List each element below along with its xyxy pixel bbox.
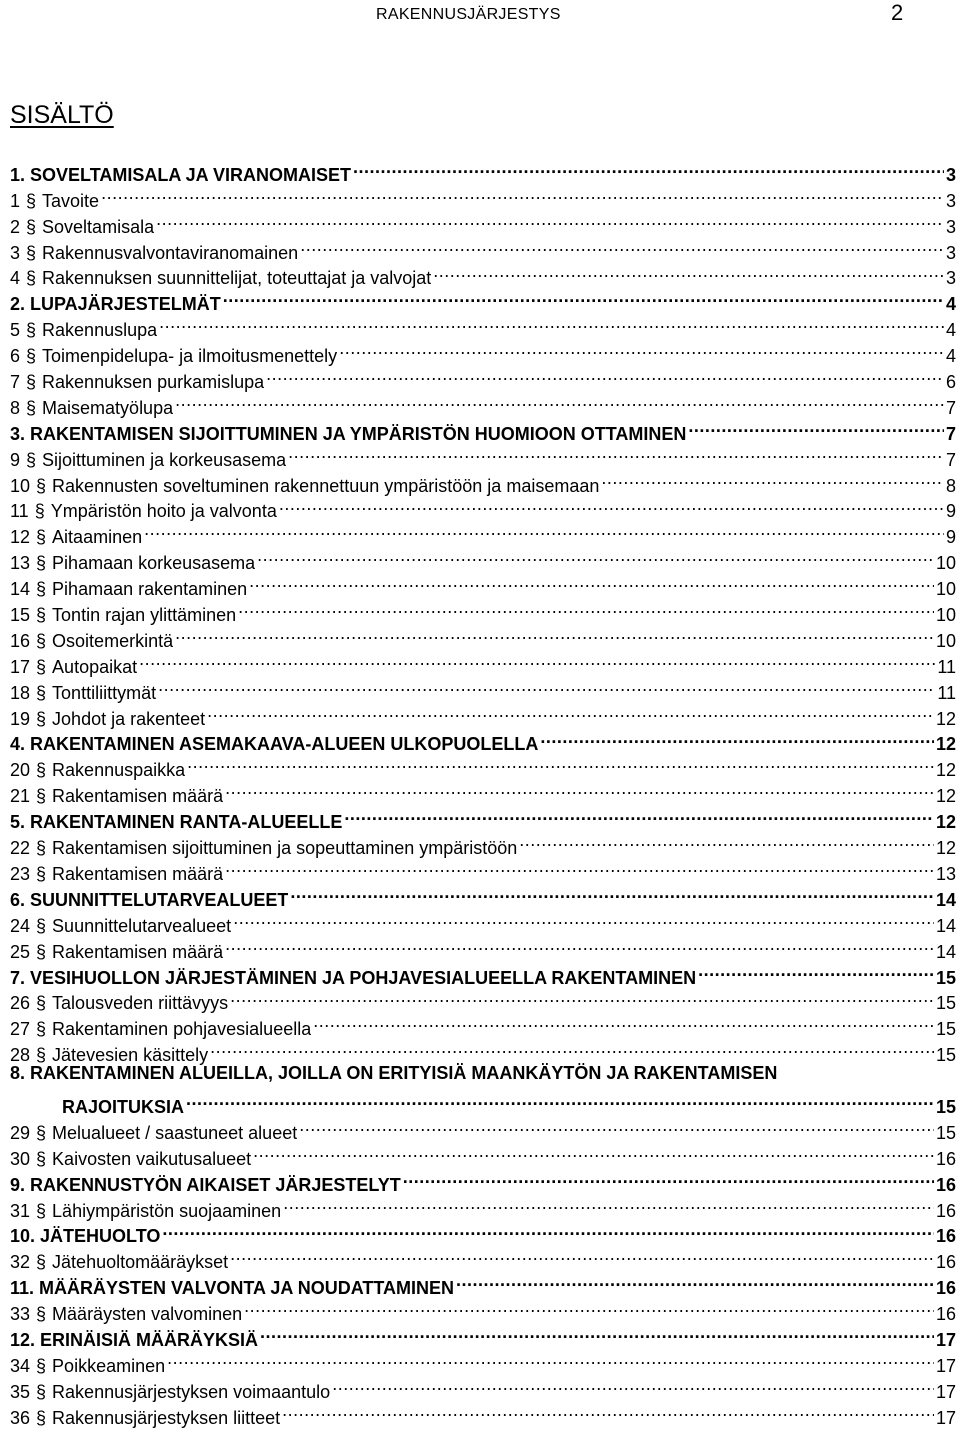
- paragraph-number: 30: [10, 1148, 31, 1169]
- toc-paragraph-entry[interactable]: [10, 543, 956, 574]
- toc-page-number: 15: [935, 1122, 956, 1143]
- paragraph-title: Autopaikat: [52, 656, 138, 677]
- toc-page-number: 3: [945, 268, 956, 289]
- dot-leader: [187, 750, 934, 776]
- paragraph-number: 34: [10, 1355, 31, 1376]
- toc-paragraph-entry[interactable]: [10, 984, 956, 1014]
- dot-leader: [225, 776, 934, 802]
- paragraph-number: 27: [10, 1019, 31, 1040]
- paragraph-number: 10: [10, 475, 31, 496]
- section-sign-icon: §: [26, 372, 37, 393]
- dot-leader: [162, 1217, 934, 1243]
- section-sign-icon: §: [36, 993, 47, 1014]
- toc-page-number: 14: [935, 889, 956, 910]
- toc-page-number: 17: [935, 1381, 956, 1402]
- dot-leader: [186, 1087, 934, 1113]
- toc-paragraph-entry[interactable]: [10, 595, 956, 626]
- section-sign-icon: §: [36, 630, 47, 651]
- toc-page-number: 3: [945, 164, 956, 185]
- dot-leader: [260, 1320, 934, 1346]
- dot-leader: [288, 440, 944, 466]
- section-sign-icon: §: [36, 708, 47, 729]
- paragraph-number: 16: [10, 630, 31, 651]
- paragraph-title: Ympäristön hoito ja valvonta: [50, 501, 277, 522]
- dot-leader: [249, 569, 934, 595]
- toc-paragraph-entry[interactable]: [10, 466, 956, 496]
- paragraph-number: 21: [10, 786, 31, 807]
- toc-page-number: 10: [935, 579, 956, 600]
- toc-page-number: 16: [935, 1252, 956, 1273]
- toc-paragraph-entry[interactable]: [10, 1346, 956, 1376]
- section-sign-icon: §: [36, 1381, 47, 1402]
- paragraph-number: 1: [10, 190, 21, 211]
- toc-page-number: 4: [945, 346, 956, 367]
- toc-page-number: 12: [935, 786, 956, 807]
- paragraph-title: Rakennusjärjestyksen liitteet: [52, 1407, 281, 1428]
- toc-page-number: 16: [935, 1174, 956, 1195]
- paragraph-title: Rakennuksen suunnittelijat, toteuttajat ja valvojat: [42, 268, 432, 289]
- dot-leader: [299, 1113, 934, 1139]
- dot-leader: [433, 259, 944, 285]
- paragraph-number: 20: [10, 760, 31, 781]
- toc-page-number: 12: [935, 734, 956, 755]
- section-sign-icon: §: [36, 475, 47, 496]
- dot-leader: [101, 181, 944, 207]
- toc-entry-title: 12. ERINÄISIÄ MÄÄRÄYKSIÄ: [10, 1329, 259, 1350]
- toc-page-number: 12: [935, 838, 956, 859]
- paragraph-number: 2: [10, 216, 21, 237]
- dot-leader: [403, 1165, 934, 1191]
- dot-leader: [207, 699, 934, 725]
- dot-leader: [238, 595, 934, 621]
- paragraph-title: Määräysten valvominen: [52, 1304, 243, 1325]
- toc-entry-title: 7. VESIHUOLLON JÄRJESTÄMINEN JA POHJAVESIALUEELLA RAKENTAMINEN: [10, 967, 697, 988]
- dot-leader: [540, 725, 934, 751]
- paragraph-title: Rakentamisen määrä: [52, 941, 224, 962]
- toc-paragraph-entry[interactable]: [10, 906, 956, 936]
- paragraph-number: 22: [10, 838, 31, 859]
- section-sign-icon: §: [36, 1355, 47, 1376]
- toc-section-entry[interactable]: [10, 414, 956, 444]
- toc-paragraph-entry[interactable]: [10, 828, 956, 859]
- toc-paragraph-entry[interactable]: [10, 310, 956, 341]
- document-title: RAKENNUSJÄRJESTYS: [376, 6, 561, 23]
- section-sign-icon: §: [36, 786, 47, 807]
- dot-leader: [139, 647, 935, 673]
- section-sign-icon: §: [36, 682, 47, 703]
- paragraph-number: 33: [10, 1304, 31, 1325]
- toc-section-entry[interactable]: [10, 880, 956, 910]
- dot-leader: [159, 310, 944, 336]
- toc-page-number: 3: [945, 242, 956, 263]
- section-sign-icon: §: [36, 915, 47, 936]
- toc-paragraph-entry[interactable]: [10, 233, 956, 263]
- toc-entry-title: 11. MÄÄRÄYSTEN VALVONTA JA NOUDATTAMINEN: [10, 1278, 455, 1299]
- paragraph-title: Poikkeaminen: [52, 1355, 166, 1376]
- dot-leader: [253, 1139, 934, 1165]
- section-sign-icon: §: [26, 320, 37, 341]
- toc-page-number: 17: [935, 1407, 956, 1428]
- toc-paragraph-entry[interactable]: [10, 699, 956, 729]
- paragraph-number: 25: [10, 941, 31, 962]
- paragraph-number: 18: [10, 682, 31, 703]
- toc-paragraph-entry[interactable]: [10, 776, 956, 807]
- toc-page-number: 10: [935, 630, 956, 651]
- toc-page-number: 12: [935, 760, 956, 781]
- section-sign-icon: §: [26, 216, 37, 237]
- toc-paragraph-entry[interactable]: [10, 932, 956, 962]
- paragraph-title: Maisematyölupa: [42, 397, 174, 418]
- toc-entry-title: 6. SUUNNITTELUTARVEALUEET: [10, 889, 289, 910]
- toc-entry-title: [10, 1406, 280, 1432]
- paragraph-number: 31: [10, 1200, 31, 1221]
- paragraph-number: 9: [10, 449, 21, 470]
- toc-page-number: 9: [945, 527, 956, 548]
- dot-leader: [158, 673, 935, 699]
- paragraph-number: 7: [10, 372, 21, 393]
- dot-leader: [456, 1268, 934, 1294]
- dot-leader: [698, 958, 934, 984]
- toc-page-number: 16: [935, 1200, 956, 1221]
- dot-leader: [339, 336, 944, 362]
- dot-leader: [230, 984, 934, 1010]
- paragraph-title: Jätehuoltomääräykset: [52, 1252, 229, 1273]
- toc-heading: SISÄLTÖ: [10, 101, 114, 129]
- paragraph-number: 8: [10, 397, 21, 418]
- dot-leader: [244, 1294, 934, 1320]
- toc-page-number: 12: [935, 812, 956, 833]
- toc-paragraph-entry[interactable]: [10, 647, 956, 677]
- toc-page-number: 14: [935, 915, 956, 936]
- paragraph-title: Lähiympäristön suojaaminen: [52, 1200, 282, 1221]
- paragraph-title: Rakentaminen pohjavesialueella: [52, 1019, 312, 1040]
- toc-page-number: 14: [935, 941, 956, 962]
- paragraph-title: Rakennusjärjestyksen voimaantulo: [52, 1381, 331, 1402]
- paragraph-title: Rakentamisen määrä: [52, 863, 224, 884]
- paragraph-title: Talousveden riittävyys: [52, 993, 229, 1014]
- paragraph-title: Tontin rajan ylittäminen: [52, 605, 237, 626]
- toc-page-number: 10: [935, 553, 956, 574]
- dot-leader: [519, 828, 934, 854]
- toc-page-number: 15: [935, 967, 956, 988]
- toc-paragraph-entry[interactable]: [10, 673, 956, 703]
- toc-page-number: 17: [935, 1355, 956, 1376]
- section-sign-icon: §: [36, 1045, 47, 1066]
- toc-entry-title: 10. JÄTEHUOLTO: [10, 1226, 161, 1247]
- toc-paragraph-entry[interactable]: [10, 569, 956, 600]
- paragraph-title: Jätevesien käsittely: [52, 1045, 209, 1066]
- toc-paragraph-entry[interactable]: [10, 854, 956, 884]
- toc-entry-title: 4. RAKENTAMINEN ASEMAKAAVA-ALUEEN ULKOPUOLELLA: [10, 734, 539, 755]
- paragraph-number: 29: [10, 1122, 31, 1143]
- toc-page-number: 13: [935, 863, 956, 884]
- toc-section-entry[interactable]: [10, 1165, 956, 1195]
- toc-section-entry[interactable]: [10, 725, 956, 755]
- toc-page-number: 3: [945, 190, 956, 211]
- section-sign-icon: §: [36, 1200, 47, 1221]
- paragraph-number: 32: [10, 1252, 31, 1273]
- section-sign-icon: §: [34, 501, 45, 522]
- toc-entry-title: RAJOITUKSIA: [62, 1096, 185, 1117]
- page-header: [0, 0, 960, 40]
- paragraph-number: 19: [10, 708, 31, 729]
- toc-paragraph-entry[interactable]: [10, 259, 956, 289]
- toc-page-number: 7: [945, 449, 956, 470]
- section-sign-icon: §: [26, 190, 37, 211]
- paragraph-number: 3: [10, 242, 21, 263]
- toc-paragraph-entry[interactable]: [10, 1009, 956, 1040]
- paragraph-number: 15: [10, 605, 31, 626]
- toc-page-number: 7: [945, 397, 956, 418]
- toc-paragraph-entry[interactable]: [10, 621, 956, 651]
- paragraph-title: Melualueet / saastuneet alueet: [52, 1122, 298, 1143]
- toc-entry-title: 9. RAKENNUSTYÖN AIKAISET JÄRJESTELYT: [10, 1174, 401, 1195]
- table-of-contents: [10, 155, 956, 1428]
- toc-paragraph-entry[interactable]: [10, 1242, 956, 1273]
- paragraph-number: 13: [10, 553, 31, 574]
- toc-entry-title: 5. RAKENTAMINEN RANTA-ALUEELLE: [10, 812, 343, 833]
- toc-page-number: 6: [945, 372, 956, 393]
- toc-paragraph-entry[interactable]: [10, 336, 956, 367]
- toc-page-number: 15: [935, 1045, 956, 1066]
- section-sign-icon: §: [36, 863, 47, 884]
- section-sign-icon: §: [36, 1122, 47, 1143]
- toc-paragraph-entry[interactable]: [10, 517, 956, 548]
- dot-leader: [344, 802, 934, 828]
- toc-paragraph-entry[interactable]: [10, 1294, 956, 1325]
- toc-paragraph-entry[interactable]: [10, 207, 956, 237]
- dot-leader: [233, 906, 934, 932]
- toc-entry-title: 3. RAKENTAMISEN SIJOITTUMINEN JA YMPÄRISTÖN HUOMIOON OTTAMINEN: [10, 423, 687, 444]
- dot-leader: [279, 492, 944, 518]
- paragraph-title: Kaivosten vaikutusalueet: [52, 1148, 252, 1169]
- toc-page-number: 8: [945, 475, 956, 496]
- toc-section-entry[interactable]: [10, 1061, 956, 1087]
- toc-entry-title: 1. SOVELTAMISALA JA VIRANOMAISET: [10, 164, 352, 185]
- toc-page-number: 11: [937, 656, 956, 677]
- dot-leader: [601, 466, 944, 492]
- toc-page-number: 16: [935, 1226, 956, 1247]
- paragraph-title: Rakentamisen määrä: [52, 786, 224, 807]
- dot-leader: [230, 1242, 934, 1268]
- dot-leader: [282, 1398, 934, 1424]
- paragraph-number: 36: [10, 1407, 31, 1428]
- section-sign-icon: §: [36, 527, 47, 548]
- paragraph-title: Soveltamisala: [42, 216, 155, 237]
- toc-section-entry[interactable]: [10, 1320, 956, 1350]
- toc-paragraph-entry[interactable]: [10, 1372, 956, 1402]
- dot-leader: [257, 543, 934, 569]
- page-number: 2: [891, 0, 904, 25]
- toc-page-number: 10: [935, 605, 956, 626]
- dot-leader: [223, 284, 944, 310]
- dot-leader: [283, 1191, 934, 1217]
- paragraph-title: Osoitemerkintä: [52, 630, 174, 651]
- paragraph-title: Johdot ja rakenteet: [52, 708, 206, 729]
- toc-paragraph-entry[interactable]: [10, 1191, 956, 1221]
- section-sign-icon: §: [36, 605, 47, 626]
- dot-leader: [353, 155, 944, 181]
- section-sign-icon: §: [26, 242, 37, 263]
- paragraph-title: Tonttiliittymät: [52, 682, 157, 703]
- toc-section-entry[interactable]: [10, 1217, 956, 1247]
- paragraph-title: Rakennuslupa: [42, 320, 158, 341]
- toc-section-entry[interactable]: [10, 958, 956, 988]
- paragraph-title: Rakennuksen purkamislupa: [42, 372, 265, 393]
- dot-leader: [144, 517, 944, 543]
- dot-leader: [290, 880, 934, 906]
- dot-leader: [313, 1009, 934, 1035]
- paragraph-number: 14: [10, 579, 31, 600]
- toc-paragraph-entry[interactable]: [10, 362, 956, 393]
- toc-page-number: 15: [935, 1019, 956, 1040]
- toc-paragraph-entry[interactable]: [10, 181, 956, 211]
- toc-section-entry[interactable]: [10, 1268, 956, 1299]
- section-sign-icon: §: [36, 760, 47, 781]
- dot-leader: [225, 854, 934, 880]
- section-sign-icon: §: [26, 346, 37, 367]
- toc-paragraph-entry[interactable]: [10, 1035, 956, 1066]
- toc-page-number: 16: [935, 1148, 956, 1169]
- toc-page-number: 15: [935, 993, 956, 1014]
- toc-page-number: 16: [935, 1304, 956, 1325]
- toc-entry-title: 2. LUPAJÄRJESTELMÄT: [10, 294, 221, 315]
- toc-paragraph-entry[interactable]: [10, 492, 956, 522]
- section-sign-icon: §: [36, 838, 47, 859]
- toc-paragraph-entry[interactable]: [10, 388, 956, 418]
- paragraph-title: Sijoittuminen ja korkeusasema: [42, 449, 287, 470]
- paragraph-title: Tavoite: [42, 190, 100, 211]
- dot-leader: [300, 233, 944, 259]
- toc-page-number: 17: [935, 1329, 956, 1350]
- section-sign-icon: §: [36, 1304, 47, 1325]
- paragraph-title: Aitaaminen: [52, 527, 143, 548]
- paragraph-number: 5: [10, 320, 21, 341]
- section-sign-icon: §: [26, 397, 37, 418]
- paragraph-number: 11: [10, 501, 29, 522]
- paragraph-number: 4: [10, 268, 21, 289]
- paragraph-title: Rakennuspaikka: [52, 760, 186, 781]
- paragraph-number: 28: [10, 1045, 31, 1066]
- toc-section-entry[interactable]: [10, 284, 956, 315]
- dot-leader: [175, 621, 934, 647]
- dot-leader: [156, 207, 944, 233]
- paragraph-number: 23: [10, 863, 31, 884]
- dot-leader: [210, 1035, 934, 1061]
- paragraph-title: Rakennusten soveltuminen rakennettuun ympäristöön ja maisemaan: [52, 475, 600, 496]
- toc-page-number: 15: [935, 1096, 956, 1117]
- section-sign-icon: §: [36, 553, 47, 574]
- dot-leader: [266, 362, 944, 388]
- section-sign-icon: §: [36, 656, 47, 677]
- dot-leader: [175, 388, 944, 414]
- paragraph-title: Toimenpidelupa- ja ilmoitusmenettely: [42, 346, 338, 367]
- paragraph-number: 26: [10, 993, 31, 1014]
- paragraph-number: 35: [10, 1381, 31, 1402]
- toc-page-number: 12: [935, 708, 956, 729]
- section-sign-icon: §: [36, 941, 47, 962]
- toc-paragraph-entry[interactable]: [10, 1398, 956, 1428]
- section-sign-icon: §: [36, 1148, 47, 1169]
- paragraph-number: 17: [10, 656, 31, 677]
- section-sign-icon: §: [36, 1252, 47, 1273]
- paragraph-title: Pihamaan rakentaminen: [52, 579, 248, 600]
- toc-section-entry[interactable]: [10, 802, 956, 833]
- section-sign-icon: §: [26, 449, 37, 470]
- dot-leader: [688, 414, 944, 440]
- dot-leader: [332, 1372, 934, 1398]
- paragraph-title: Rakentamisen sijoittuminen ja sopeuttaminen ympäristöön: [52, 838, 518, 859]
- toc-page-number: 4: [945, 294, 956, 315]
- toc-page-number: 7: [945, 423, 956, 444]
- toc-page-number: 9: [945, 501, 956, 522]
- toc-section-entry-continuation[interactable]: [10, 1087, 956, 1117]
- toc-paragraph-entry[interactable]: [10, 750, 956, 781]
- toc-paragraph-entry[interactable]: [10, 1139, 956, 1169]
- section-sign-icon: §: [26, 268, 37, 289]
- toc-page-number: 3: [945, 216, 956, 237]
- toc-paragraph-entry[interactable]: [10, 440, 956, 470]
- toc-entry-title: 8. RAKENTAMINEN ALUEILLA, JOILLA ON ERITYISIÄ MAANKÄYTÖN JA RAKENTAMISEN: [10, 1063, 778, 1084]
- section-sign-icon: §: [36, 1407, 47, 1428]
- toc-page-number: 16: [935, 1278, 956, 1299]
- paragraph-number: 24: [10, 915, 31, 936]
- toc-page-number: 4: [945, 320, 956, 341]
- paragraph-number: 6: [10, 346, 21, 367]
- paragraph-title: Suunnittelutarvealueet: [52, 915, 232, 936]
- paragraph-title: Rakennusvalvontaviranomainen: [42, 242, 299, 263]
- paragraph-number: 12: [10, 527, 31, 548]
- paragraph-title: Pihamaan korkeusasema: [52, 553, 256, 574]
- section-sign-icon: §: [36, 579, 47, 600]
- section-sign-icon: §: [36, 1019, 47, 1040]
- dot-leader: [167, 1346, 934, 1372]
- toc-page-number: 11: [937, 682, 956, 703]
- dot-leader: [225, 932, 934, 958]
- toc-section-entry[interactable]: [10, 155, 956, 185]
- toc-paragraph-entry[interactable]: [10, 1113, 956, 1143]
